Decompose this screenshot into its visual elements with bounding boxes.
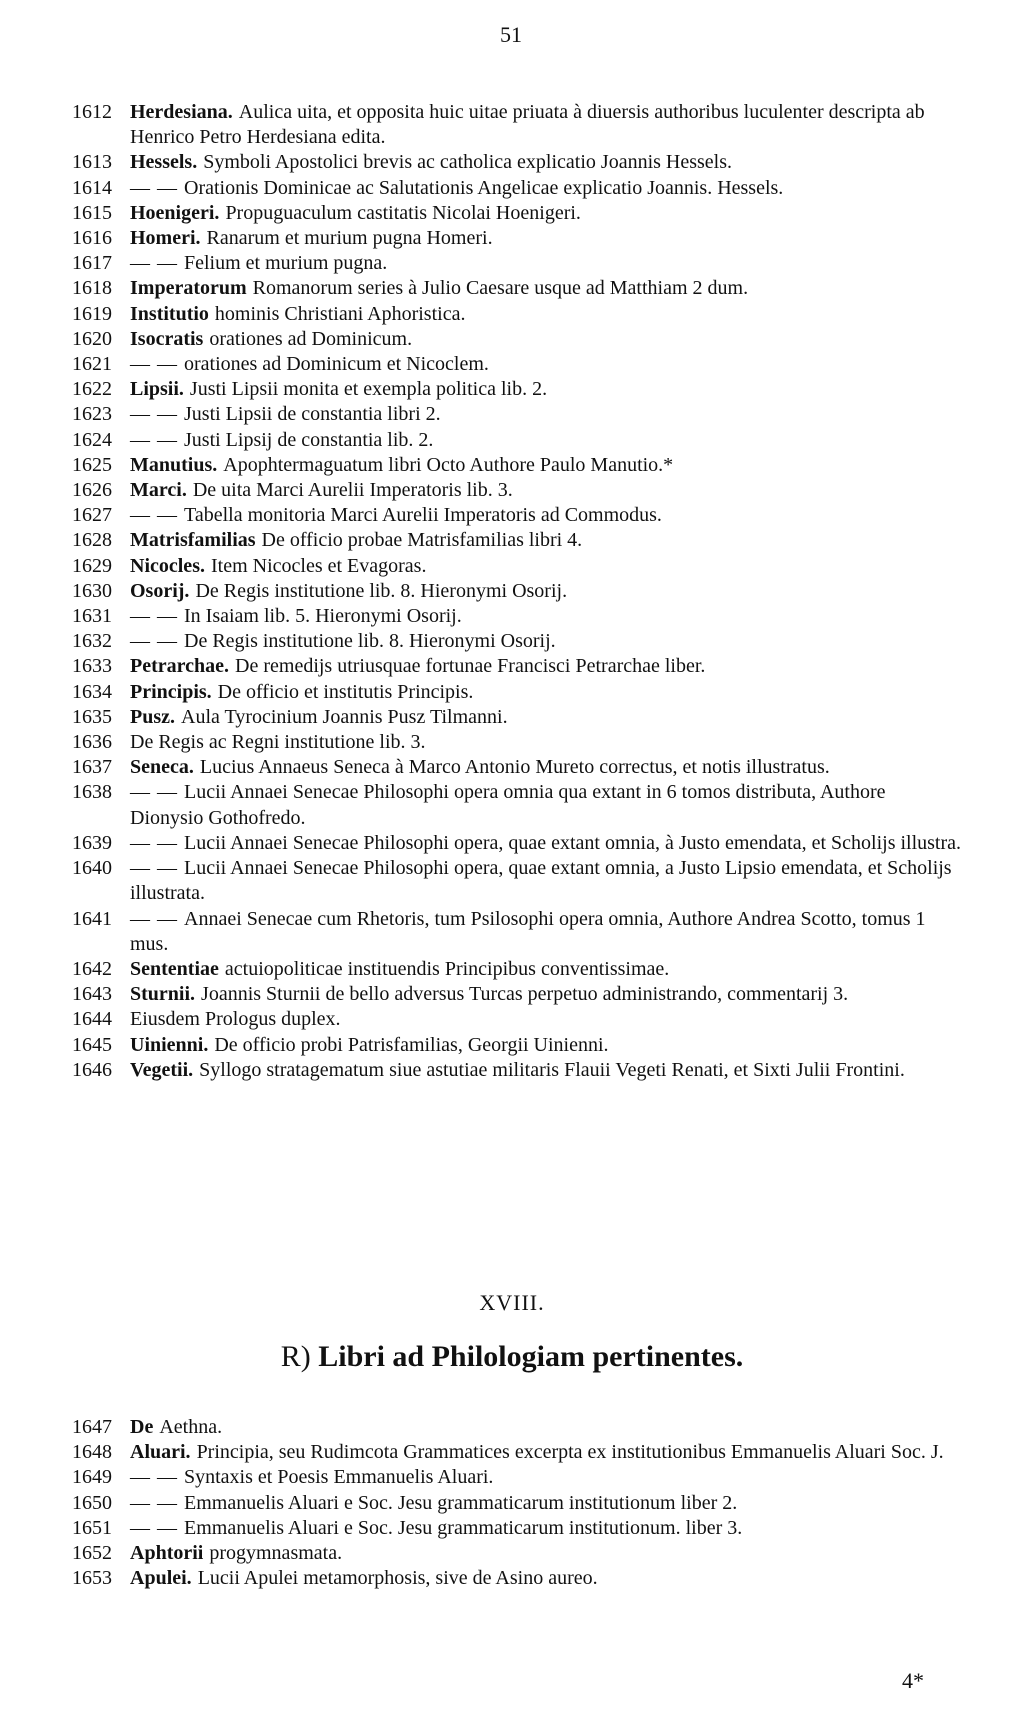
- catalog-entry: [72, 302, 962, 327]
- entry-number: 1631: [72, 605, 112, 628]
- catalog-entry: [72, 629, 962, 654]
- entry-body: [130, 604, 962, 629]
- entry-body: [130, 856, 962, 906]
- catalog-entry: [72, 680, 962, 705]
- entry-text: Justi Lipsii de constantia libri 2.: [184, 403, 441, 426]
- entry-number: 1638: [72, 781, 112, 804]
- entry-text: actuiopoliticae instituendis Principibus conventissimae.: [224, 957, 670, 980]
- entry-text: Justi Lipsii monita et exempla politica lib. 2.: [189, 378, 548, 401]
- catalog-entry: [72, 982, 962, 1007]
- entry-keyword: Hoenigeri.: [130, 201, 220, 224]
- entry-text: orationes ad Dominicum et Nicoclem.: [184, 353, 489, 376]
- entry-keyword: Osorij.: [130, 579, 190, 602]
- entry-body: [130, 453, 962, 478]
- entry-body: [130, 1007, 962, 1032]
- entry-text: Ranarum et murium pugna Homeri.: [206, 227, 493, 250]
- entry-text: Emmanuelis Aluari e Soc. Jesu grammaticarum institutionum liber 2.: [184, 1491, 738, 1514]
- entry-keyword: De: [130, 1416, 154, 1438]
- entry-text: progymnasmata.: [209, 1542, 343, 1565]
- entry-keyword: — —: [130, 857, 178, 880]
- entry-text: Syntaxis et Poesis Emmanuelis Aluari.: [184, 1466, 494, 1489]
- catalog-entry: [72, 957, 962, 982]
- entry-text: Annaei Senecae cum Rhetoris, tum Psilosophi opera omnia, Authore Andrea Scotto, tomus 1 mus.: [130, 907, 926, 955]
- entry-keyword: Lipsii.: [130, 378, 184, 401]
- catalog-entry: [72, 528, 962, 553]
- entry-body: [130, 100, 962, 150]
- entry-body: [130, 755, 962, 780]
- catalog-list-part2: [72, 1415, 962, 1591]
- entry-number: 1622: [72, 378, 112, 401]
- entry-body: [130, 176, 962, 201]
- entry-keyword: — —: [130, 176, 178, 199]
- catalog-entry: [72, 1007, 962, 1032]
- entry-number: 1625: [72, 453, 112, 476]
- entry-keyword: — —: [130, 1516, 178, 1539]
- entry-number: 1616: [72, 227, 112, 250]
- entry-number: 1639: [72, 831, 112, 854]
- entry-body: [130, 528, 962, 553]
- entry-keyword: — —: [130, 605, 178, 628]
- entry-text: Lucii Annaei Senecae Philosophi opera omnia qua extant in 6 tomos distributa, Authore Dionysio Gothofredo.: [130, 781, 886, 829]
- entry-keyword: — —: [130, 504, 178, 527]
- entry-body: [130, 402, 962, 427]
- entry-number: 1612: [72, 101, 112, 123]
- entry-number: 1637: [72, 756, 112, 779]
- entry-body: [130, 276, 962, 301]
- entry-text: Lucii Annaei Senecae Philosophi opera, quae extant omnia, a Justo Lipsio emendata, et Scholijs illustrata.: [130, 857, 952, 905]
- entry-keyword: Isocratis: [130, 327, 204, 350]
- entry-text: De remedijs utriusquae fortunae Francisci Petrarchae liber.: [235, 655, 706, 678]
- entry-text: Lucii Annaei Senecae Philosophi opera, quae extant omnia, à Justo emendata, et Scholijs illustra.: [184, 831, 962, 854]
- entry-keyword: Marci.: [130, 479, 187, 502]
- entry-body: [130, 327, 962, 352]
- catalog-entry: [72, 377, 962, 402]
- entry-number: 1644: [72, 1008, 112, 1031]
- section-title-word-1: Libri: [318, 1340, 385, 1373]
- entry-text: Aulica uita, et opposita huic uitae priuata à diuersis authoribus luculenter descripta ab Henrico Petro Herdesiana edita.: [130, 101, 925, 149]
- entry-keyword: Manutius.: [130, 453, 218, 476]
- entry-number: 1615: [72, 201, 112, 224]
- entry-number: 1618: [72, 277, 112, 300]
- entry-number: 1623: [72, 403, 112, 426]
- entry-body: [130, 150, 962, 175]
- catalog-entry: [72, 453, 962, 478]
- entry-text: hominis Christiani Aphoristica.: [214, 302, 466, 325]
- entry-keyword: — —: [130, 252, 178, 275]
- entry-body: [130, 1440, 962, 1465]
- entry-text: De officio probae Matrisfamilias libri 4.: [261, 529, 583, 552]
- entry-body: [130, 1058, 962, 1083]
- entry-keyword: — —: [130, 1466, 178, 1489]
- entry-number: 1635: [72, 705, 112, 728]
- entry-text: Apophtermaguatum libri Octo Authore Paulo Manutio.*: [223, 453, 674, 476]
- entry-number: 1646: [72, 1058, 112, 1081]
- entry-body: [130, 1465, 962, 1490]
- entry-number: 1617: [72, 252, 112, 275]
- entry-body: [130, 831, 962, 856]
- entry-body: [130, 554, 962, 579]
- entry-text: De Regis institutione lib. 8. Hieronymi Osorij.: [195, 579, 568, 602]
- catalog-entry: [72, 176, 962, 201]
- entry-body: [130, 1516, 962, 1541]
- entry-body: [130, 428, 962, 453]
- catalog-entry: [72, 755, 962, 780]
- entry-keyword: Apulei.: [130, 1567, 192, 1590]
- catalog-entry: [72, 604, 962, 629]
- entry-body: [130, 907, 962, 957]
- entry-keyword: Uinienni.: [130, 1033, 209, 1056]
- entry-keyword: Sententiae: [130, 957, 219, 980]
- entry-body: [130, 201, 962, 226]
- entry-number: 1634: [72, 680, 112, 703]
- entry-number: 1629: [72, 554, 112, 577]
- entry-number: 1626: [72, 479, 112, 502]
- entry-body: [130, 352, 962, 377]
- catalog-entry: [72, 1415, 962, 1440]
- entry-keyword: Homeri.: [130, 227, 201, 250]
- entry-number: 1648: [72, 1441, 112, 1464]
- entry-body: [130, 1415, 962, 1440]
- entry-keyword: — —: [130, 781, 178, 804]
- entry-body: [130, 579, 962, 604]
- catalog-entry: [72, 1058, 962, 1083]
- entry-number: 1619: [72, 302, 112, 325]
- entry-number: 1624: [72, 428, 112, 451]
- catalog-entry: [72, 554, 962, 579]
- entry-keyword: Aluari.: [130, 1441, 191, 1464]
- entry-keyword: Matrisfamilias: [130, 529, 256, 552]
- entry-text: Lucius Annaeus Seneca à Marco Antonio Mureto correctus, et notis illustratus.: [199, 756, 830, 779]
- catalog-entry: [72, 1541, 962, 1566]
- entry-text: Propuguaculum castitatis Nicolai Hoenigeri.: [225, 201, 581, 224]
- entry-keyword: — —: [130, 403, 178, 426]
- entry-body: [130, 1491, 962, 1516]
- entry-text: Eiusdem Prologus duplex.: [130, 1008, 341, 1031]
- entry-keyword: — —: [130, 630, 178, 653]
- entry-number: 1650: [72, 1491, 112, 1514]
- entry-body: [130, 629, 962, 654]
- entry-text: Aethna.: [159, 1416, 223, 1438]
- entry-text: Symboli Apostolici brevis ac catholica explicatio Joannis Hessels.: [203, 151, 733, 174]
- entry-number: 1643: [72, 983, 112, 1006]
- entry-number: 1652: [72, 1542, 112, 1565]
- catalog-entry: [72, 1440, 962, 1465]
- catalog-entry: [72, 478, 962, 503]
- catalog-entry: [72, 856, 962, 906]
- entry-number: 1628: [72, 529, 112, 552]
- catalog-entry: [72, 1491, 962, 1516]
- entry-text: De Regis ac Regni institutione lib. 3.: [130, 731, 426, 754]
- entry-text: Emmanuelis Aluari e Soc. Jesu grammaticarum institutionum. liber 3.: [184, 1516, 743, 1539]
- catalog-entry: [72, 226, 962, 251]
- entry-number: 1620: [72, 327, 112, 350]
- entry-text: Aula Tyrocinium Joannis Pusz Tilmanni.: [181, 705, 508, 728]
- catalog-entry: [72, 327, 962, 352]
- entry-body: [130, 377, 962, 402]
- entry-body: [130, 1541, 962, 1566]
- catalog-entry: [72, 1566, 962, 1591]
- entry-number: 1645: [72, 1033, 112, 1056]
- entry-body: [130, 302, 962, 327]
- entry-number: 1632: [72, 630, 112, 653]
- entry-number: 1636: [72, 731, 112, 754]
- entry-body: [130, 680, 962, 705]
- section-letter: R): [280, 1340, 311, 1373]
- entry-keyword: Hessels.: [130, 151, 198, 174]
- catalog-entry: [72, 1033, 962, 1058]
- entry-keyword: Principis.: [130, 680, 212, 703]
- entry-number: 1627: [72, 504, 112, 527]
- entry-keyword: Seneca.: [130, 756, 194, 779]
- entry-body: [130, 654, 962, 679]
- entry-keyword: Pusz.: [130, 705, 175, 728]
- entry-keyword: Sturnii.: [130, 983, 196, 1006]
- catalog-entry: [72, 150, 962, 175]
- catalog-entry: [72, 1465, 962, 1490]
- entry-number: 1649: [72, 1466, 112, 1489]
- entry-keyword: Herdesiana.: [130, 101, 233, 123]
- catalog-entry: [72, 579, 962, 604]
- catalog-entry: [72, 1516, 962, 1541]
- catalog-entry: [72, 780, 962, 830]
- catalog-entry: [72, 201, 962, 226]
- catalog-entry: [72, 276, 962, 301]
- catalog-entry: [72, 428, 962, 453]
- page-number: 51: [500, 22, 522, 47]
- entry-number: 1647: [72, 1416, 112, 1438]
- entry-text: Syllogo stratagematum siue astutiae militaris Flauii Vegeti Renati, et Sixti Julii Frontini.: [199, 1058, 905, 1081]
- catalog-list-part1: [72, 100, 962, 1083]
- signature-mark: 4*: [902, 1668, 924, 1693]
- entry-text: In Isaiam lib. 5. Hieronymi Osorij.: [184, 605, 462, 628]
- section-title: [0, 1340, 1024, 1374]
- entry-body: [130, 957, 962, 982]
- section-title-word-2: ad: [392, 1340, 425, 1373]
- section-number: XVIII.: [479, 1290, 545, 1315]
- entry-number: 1641: [72, 907, 112, 930]
- catalog-entry: [72, 503, 962, 528]
- entry-text: Principia, seu Rudimcota Grammatices excerpta ex institutionibus Emmanuelis Aluari Soc. J.: [196, 1441, 944, 1464]
- section-title-rest: Philologiam pertinentes.: [431, 1340, 744, 1373]
- entry-body: [130, 1566, 962, 1591]
- entry-text: Lucii Apulei metamorphosis, sive de Asino aureo.: [197, 1567, 598, 1590]
- catalog-entry: [72, 705, 962, 730]
- entry-number: 1640: [72, 857, 112, 880]
- entry-keyword: Institutio: [130, 302, 209, 325]
- entry-text: orationes ad Dominicum.: [209, 327, 413, 350]
- entry-keyword: — —: [130, 831, 178, 854]
- entry-text: Felium et murium pugna.: [184, 252, 388, 275]
- entry-keyword: Imperatorum: [130, 277, 247, 300]
- entry-text: Tabella monitoria Marci Aurelii Imperatoris ad Commodus.: [184, 504, 662, 527]
- entry-keyword: Aphtorii: [130, 1542, 204, 1565]
- entry-body: [130, 1033, 962, 1058]
- entry-body: [130, 251, 962, 276]
- catalog-entry: [72, 831, 962, 856]
- entry-number: 1613: [72, 151, 112, 174]
- entry-body: [130, 226, 962, 251]
- entry-body: [130, 705, 962, 730]
- entry-text: De uita Marci Aurelii Imperatoris lib. 3.: [192, 479, 513, 502]
- entry-keyword: Vegetii.: [130, 1058, 194, 1081]
- entry-keyword: — —: [130, 1491, 178, 1514]
- entry-text: Joannis Sturnii de bello adversus Turcas perpetuo administrando, commentarij 3.: [201, 983, 849, 1006]
- catalog-entry: [72, 907, 962, 957]
- entry-keyword: — —: [130, 353, 178, 376]
- entry-number: 1651: [72, 1516, 112, 1539]
- entry-body: [130, 730, 962, 755]
- entry-number: 1653: [72, 1567, 112, 1590]
- entry-body: [130, 780, 962, 830]
- entry-number: 1621: [72, 353, 112, 376]
- catalog-entry: [72, 730, 962, 755]
- entry-text: Item Nicocles et Evagoras.: [210, 554, 427, 577]
- entry-text: De officio et institutis Principis.: [217, 680, 474, 703]
- entry-number: 1614: [72, 176, 112, 199]
- entry-text: De officio probi Patrisfamilias, Georgii Uinienni.: [214, 1033, 609, 1056]
- entry-text: Orationis Dominicae ac Salutationis Angelicae explicatio Joannis. Hessels.: [184, 176, 784, 199]
- catalog-entry: [72, 251, 962, 276]
- entry-number: 1630: [72, 579, 112, 602]
- entry-keyword: — —: [130, 907, 178, 930]
- entry-text: Justi Lipsij de constantia lib. 2.: [184, 428, 434, 451]
- catalog-entry: [72, 352, 962, 377]
- entry-body: [130, 478, 962, 503]
- entry-number: 1633: [72, 655, 112, 678]
- entry-keyword: — —: [130, 428, 178, 451]
- entry-keyword: Nicocles.: [130, 554, 205, 577]
- catalog-entry: [72, 100, 962, 150]
- catalog-entry: [72, 654, 962, 679]
- entry-number: 1642: [72, 957, 112, 980]
- entry-body: [130, 503, 962, 528]
- catalog-entry: [72, 402, 962, 427]
- entry-text: Romanorum series à Julio Caesare usque ad Matthiam 2 dum.: [252, 277, 749, 300]
- entry-text: De Regis institutione lib. 8. Hieronymi Osorij.: [184, 630, 556, 653]
- entry-keyword: Petrarchae.: [130, 655, 230, 678]
- entry-body: [130, 982, 962, 1007]
